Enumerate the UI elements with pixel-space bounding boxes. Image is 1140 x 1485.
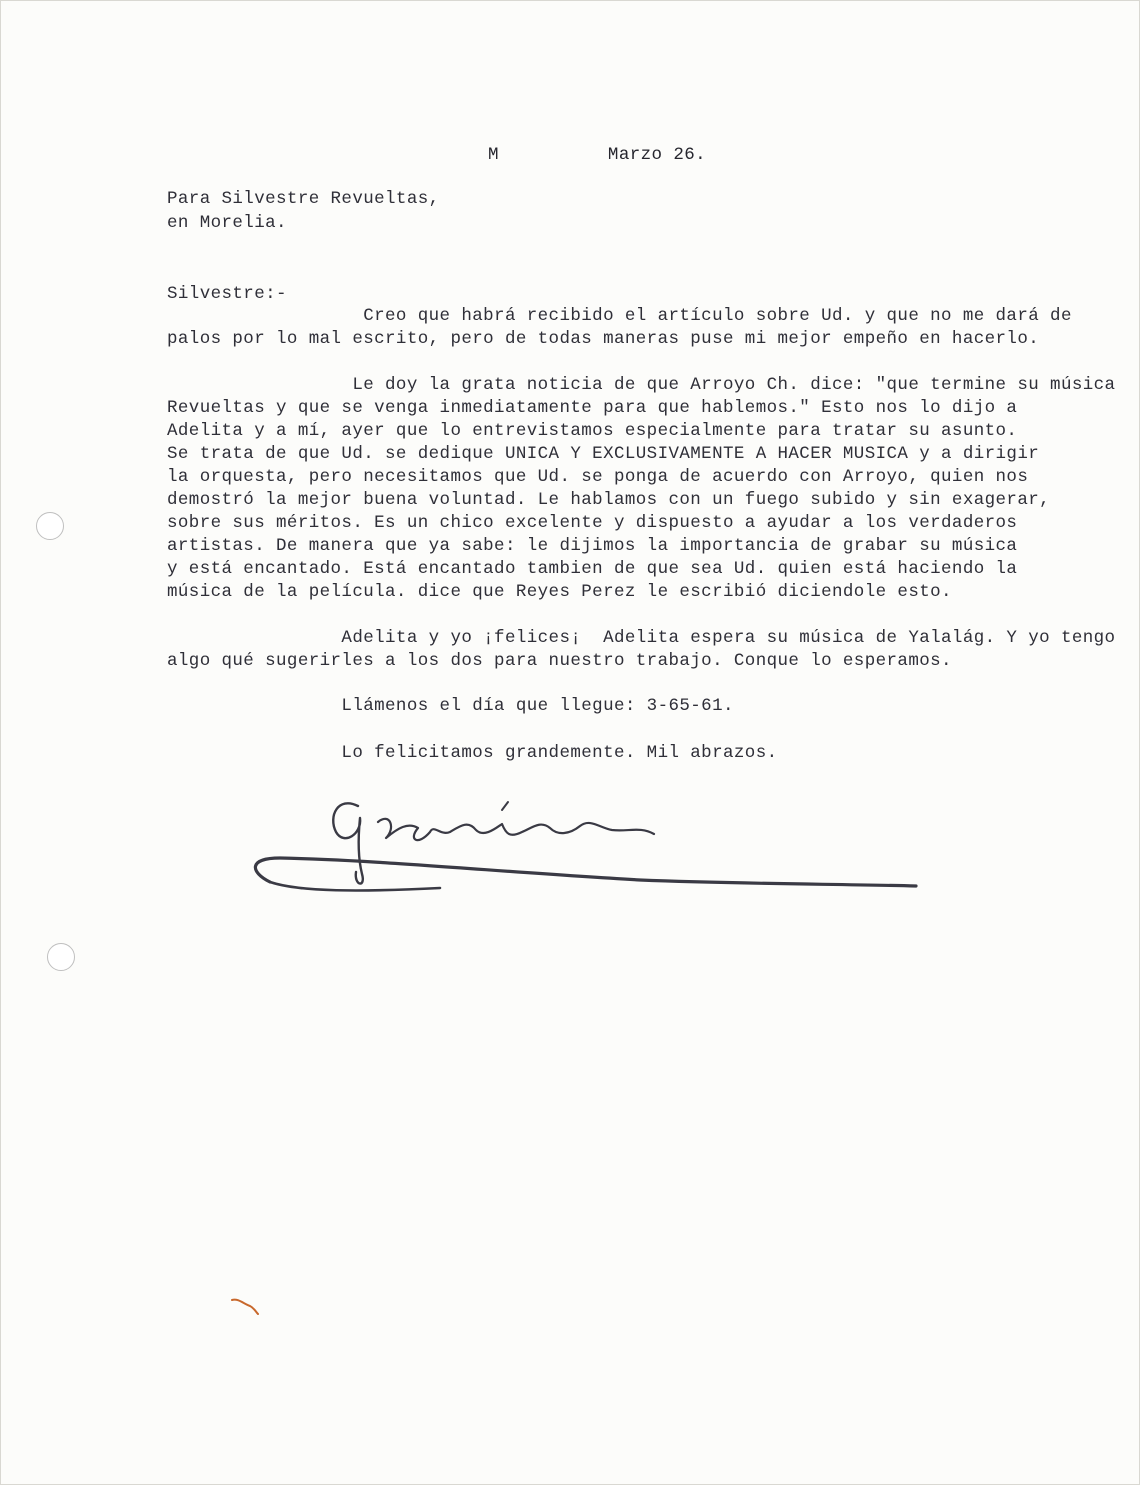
paragraph-2-line: demostró la mejor buena voluntad. Le hablamos con un fuego subido y sin exagerar, [167,490,1051,510]
paragraph-1-line: Creo que habrá recibido el artículo sobre Ud. y que no me dará de [167,306,1072,326]
recipient-name: Para Silvestre Revueltas, [167,189,440,209]
paragraph-2-line: Le doy la grata noticia de que Arroyo Ch. dice: "que termine su música [167,375,1116,395]
salutation: Silvestre:- [167,284,287,304]
ink-mark [228,1294,264,1318]
paragraph-2-line: Se trata de que Ud. se dedique UNICA Y EXCLUSIVAMENTE A HACER MUSICA y a dirigir [167,444,1040,464]
paragraph-2-line: la orquesta, pero necesitamos que Ud. se ponga de acuerdo con Arroyo, quien nos [167,467,1029,487]
letter-date: M Marzo 26. [488,145,707,165]
paragraph-2-line: sobre sus méritos. Es un chico excelente y dispuesto a ayudar a los verdaderos [167,513,1018,533]
paragraph-3-line: algo qué sugerirles a los dos para nuestro trabajo. Conque lo esperamos. [167,651,952,671]
paragraph-2-line: Revueltas y que se venga inmediatamente para que hablemos." Esto nos lo dijo a [167,398,1018,418]
handwritten-signature [240,788,930,908]
paragraph-2-line: Adelita y a mí, ayer que lo entrevistamos especialmente para tratar su asunto. [167,421,1018,441]
paragraph-2-line: artistas. De manera que ya sabe: le dijimos la importancia de grabar su música [167,536,1018,556]
paragraph-2-line: música de la película. dice que Reyes Perez le escribió diciendole esto. [167,582,952,602]
paragraph-2-line: y está encantado. Está encantado tambien de que sea Ud. quien está haciendo la [167,559,1018,579]
punch-hole-bottom [47,943,75,971]
paragraph-1-line: palos por lo mal escrito, pero de todas maneras puse mi mejor empeño en hacerlo. [167,329,1040,349]
phone-line: Llámenos el día que llegue: 3-65-61. [167,696,734,716]
punch-hole-top [36,512,64,540]
closing-line: Lo felicitamos grandemente. Mil abrazos. [167,743,778,763]
paragraph-3-line: Adelita y yo ¡felices¡ Adelita espera su música de Yalalág. Y yo tengo [167,628,1116,648]
recipient-location: en Morelia. [167,213,287,233]
